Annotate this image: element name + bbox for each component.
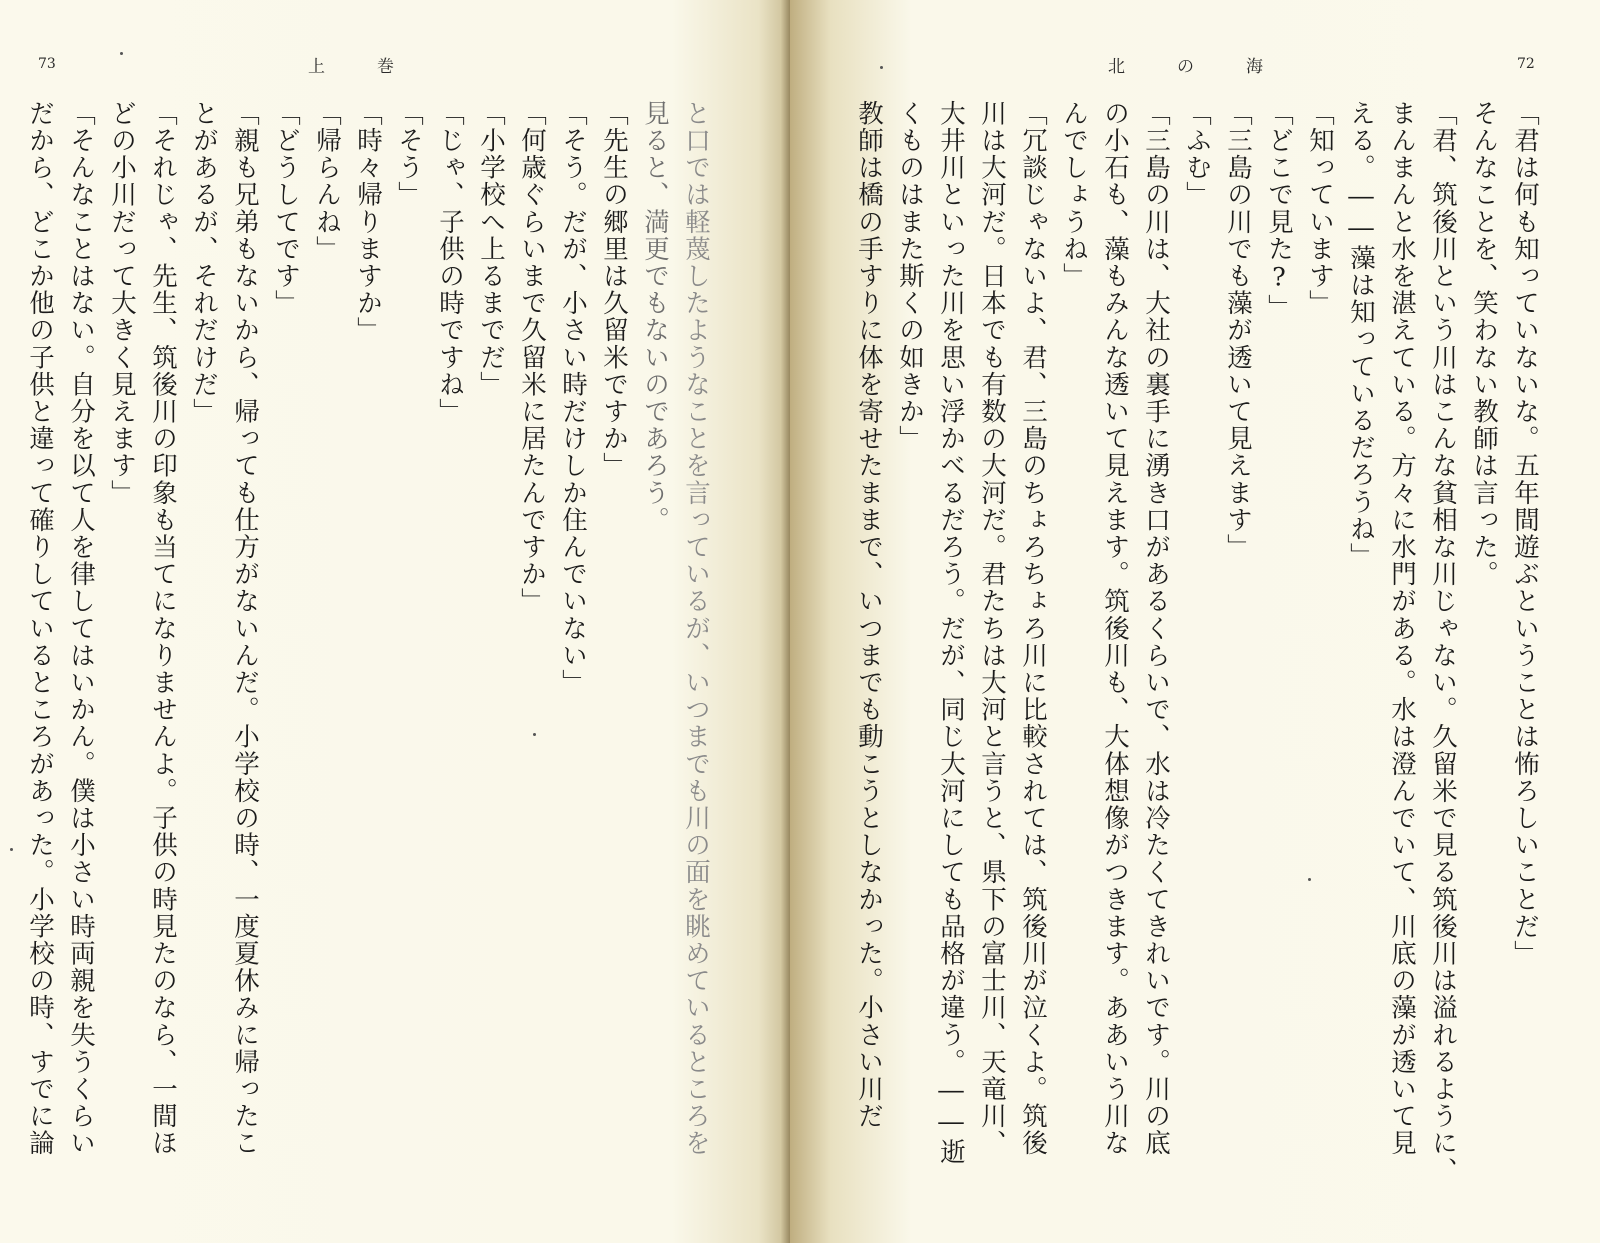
- paper-speck: [10, 848, 13, 851]
- text-line: そんなことを、笑わない教師は言った。: [1469, 100, 1499, 588]
- text-line: とがあるが、それだけだ」: [189, 100, 219, 426]
- text-line: 「何歳ぐらいまで久留米に居たんですか」: [517, 100, 547, 615]
- text-line: んでしょうね」: [1059, 100, 1089, 290]
- text-line: 「冗談じゃないよ、君、三島のちょろちょろ川に比較されては、筑後川が泣くよ。筑後: [1018, 100, 1048, 1157]
- text-line: と口では軽蔑したようなことを言っているが、いつまでも川の面を眺めているところを: [681, 100, 711, 1157]
- text-line: 「小学校へ上るまでだ」: [476, 100, 506, 399]
- text-line: 「三島の川は、大社の裏手に湧き口があるくらいで、水は冷たくてきれいです。川の底: [1141, 100, 1171, 1157]
- text-line: 「三島の川でも藻が透いて見えます」: [1223, 100, 1253, 561]
- text-line: 「知っています」: [1305, 100, 1335, 317]
- text-line: まんまんと水を湛えている。方々に水門がある。水は澄んでいて、川底の藻が透いて見: [1387, 100, 1417, 1157]
- text-line: 「君は何も知っていないな。五年間遊ぶということは怖ろしいことだ」: [1510, 100, 1540, 968]
- text-line: 「先生の郷里は久留米ですか」: [599, 100, 629, 480]
- running-head-right: 北の海: [1108, 57, 1315, 77]
- text-line: 川は大河だ。日本でも有数の大河だ。君たちは大河と言うと、県下の富士川、天竜川、: [977, 100, 1007, 1157]
- text-line: 「どこで見た?」: [1264, 100, 1294, 322]
- page-number-right: 72: [1517, 56, 1535, 72]
- paper-speck: [1308, 878, 1311, 881]
- text-line: くものはまた斯くの如きか」: [895, 100, 925, 453]
- text-line: 「時々帰りますか」: [353, 100, 383, 344]
- text-line: 「親も兄弟もないから、帰っても仕方がないんだ。小学校の時、一度夏休みに帰ったこ: [230, 100, 260, 1157]
- running-head-left: 上巻: [308, 57, 446, 77]
- text-line: 教師は橋の手すりに体を寄せたままで、いつまでも動こうとしなかった。小さい川だ: [854, 100, 884, 1130]
- text-line: 「じゃ、子供の時ですね」: [435, 100, 465, 426]
- text-line: える。――藻は知っているだろうね」: [1346, 100, 1376, 570]
- text-line: どの小川だって大きく見えます」: [107, 100, 137, 507]
- text-line: 「どうしてです」: [271, 100, 301, 317]
- text-line: 「そう」: [394, 100, 424, 209]
- text-line: だから、どこか他の子供と違って確りしているところがあった。小学校の時、すでに論: [25, 100, 55, 1157]
- text-line: 「帰らんね」: [312, 100, 342, 263]
- page-number-left: 73: [38, 56, 56, 72]
- left-page: [0, 0, 790, 1243]
- text-line: 「ふむ」: [1182, 100, 1212, 209]
- text-line: 見ると、満更でもないのであろう。: [640, 100, 670, 534]
- text-line: の小石も、藻もみんな透いて見えます。筑後川も、大体想像がつきます。ああいう川な: [1100, 100, 1130, 1157]
- paper-speck: [120, 52, 123, 55]
- text-line: 大井川といった川を思い浮かべるだろう。だが、同じ大河にしても品格が違う。――逝: [936, 100, 966, 1166]
- text-line: 「そんなことはない。自分を以て人を律してはいかん。僕は小さい時両親を失うくらい: [66, 100, 96, 1157]
- right-page: [790, 0, 1600, 1243]
- paper-speck: [880, 66, 883, 69]
- text-line: 「そう。だが、小さい時だけしか住んでいない」: [558, 100, 588, 697]
- paper-speck: [533, 733, 536, 736]
- text-line: 「それじゃ、先生、筑後川の印象も当てになりませんよ。子供の時見たのなら、一間ほ: [148, 100, 178, 1157]
- text-line: 「君、筑後川という川はこんな貧相な川じゃない。久留米で見る筑後川は溢れるように、: [1428, 100, 1458, 1184]
